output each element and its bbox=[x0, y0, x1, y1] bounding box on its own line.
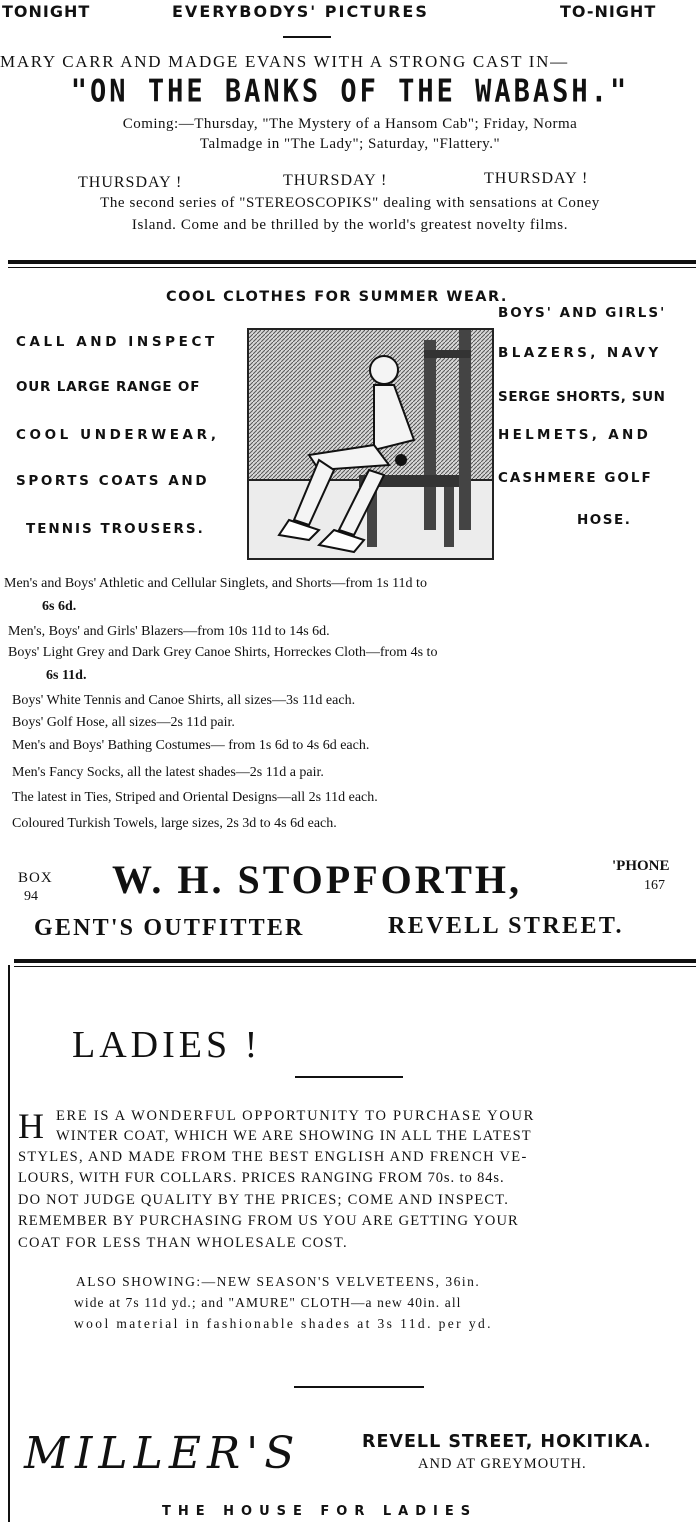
divider bbox=[295, 1076, 403, 1078]
ladies-heading: LADIES ! bbox=[72, 1024, 262, 1066]
right-line-2: BLAZERS, NAVY bbox=[498, 345, 662, 361]
column-rule bbox=[8, 965, 10, 1522]
series-line-1: The second series of "STEREOSCOPIKS" dealing with sensations at Coney bbox=[100, 195, 600, 211]
box-number: 94 bbox=[24, 889, 38, 904]
right-line-3: SERGE SHORTS, SUN bbox=[498, 389, 666, 405]
also-line-2: wide at 7s 11d yd.; and "AMURE" CLOTH—a new 40in. all bbox=[74, 1295, 462, 1310]
right-line-6: HOSE. bbox=[577, 512, 632, 528]
drop-cap: H bbox=[18, 1106, 44, 1146]
millers-address-2: AND AT GREYMOUTH. bbox=[418, 1456, 587, 1472]
list-item: Boys' White Tennis and Canoe Shirts, all sizes—3s 11d each. bbox=[12, 693, 356, 708]
list-item: Men's and Boys' Bathing Costumes— from 1s 6d to 4s 6d each. bbox=[12, 738, 370, 753]
para-line-1: ERE IS A WONDERFUL OPPORTUNITY TO PURCHASE YOUR bbox=[56, 1108, 536, 1124]
pictures-title: EVERYBODYS' PICTURES bbox=[172, 2, 429, 21]
left-line-5: TENNIS TROUSERS. bbox=[26, 521, 205, 537]
para-line-6: REMEMBER BY PURCHASING FROM US YOU ARE GETTING YOUR bbox=[18, 1213, 519, 1229]
list-item: Men's Fancy Socks, all the latest shades—2s 11d a pair. bbox=[12, 765, 324, 780]
section-rule bbox=[14, 959, 696, 963]
company-name: W. H. STOPFORTH, bbox=[112, 857, 523, 902]
list-item: Boys' Light Grey and Dark Grey Canoe Shirts, Horreckes Cloth—from 4s to bbox=[8, 645, 438, 660]
tonight-left: TONIGHT bbox=[2, 2, 91, 21]
para-line-3: STYLES, AND MADE FROM THE BEST ENGLISH AND FRENCH VE- bbox=[18, 1149, 528, 1165]
list-item: 6s 11d. bbox=[46, 668, 87, 683]
thursday-3: THURSDAY ! bbox=[484, 170, 589, 187]
left-line-1: CALL AND INSPECT bbox=[16, 334, 218, 350]
right-line-4: HELMETS, AND bbox=[498, 427, 652, 443]
section-rule bbox=[8, 267, 696, 268]
thursday-2: THURSDAY ! bbox=[283, 172, 388, 189]
also-line-3: wool material in fashionable shades at 3s 11d. per yd. bbox=[74, 1316, 493, 1331]
para-line-2: WINTER COAT, WHICH WE ARE SHOWING IN ALL THE LATEST bbox=[56, 1128, 532, 1144]
list-item: Coloured Turkish Towels, large sizes, 2s 3d to 4s 6d each. bbox=[12, 816, 337, 831]
cast-line: MARY CARR AND MADGE EVANS WITH A STRONG CAST IN— bbox=[0, 52, 569, 71]
series-line-2: Island. Come and be thrilled by the world's greatest novelty films. bbox=[131, 217, 569, 233]
feature-title: "ON THE BANKS OF THE WABASH." bbox=[70, 73, 630, 110]
coming-line-1: Coming:—Thursday, "The Mystery of a Hansom Cab"; Friday, Norma bbox=[122, 116, 578, 132]
section-rule bbox=[8, 260, 696, 264]
millers-address-1: REVELL STREET, HOKITIKA. bbox=[362, 1432, 652, 1452]
para-line-4: LOURS, WITH FUR COLLARS. PRICES RANGING FROM 70s. to 84s. bbox=[18, 1170, 505, 1186]
illustration-seated-figure bbox=[247, 328, 494, 560]
coming-line-2: Talmadge in "The Lady"; Saturday, "Flattery." bbox=[199, 136, 501, 152]
thursday-1: THURSDAY ! bbox=[78, 174, 183, 191]
box-label: BOX bbox=[18, 870, 53, 886]
also-line-1: ALSO SHOWING:—NEW SEASON'S VELVETEENS, 36in. bbox=[76, 1274, 481, 1289]
millers-tagline: THE HOUSE FOR LADIES bbox=[162, 1504, 478, 1519]
address: REVELL STREET. bbox=[388, 913, 624, 939]
list-item: The latest in Ties, Striped and Oriental Designs—all 2s 11d each. bbox=[12, 790, 378, 805]
tonight-right: TO-NIGHT bbox=[560, 2, 657, 21]
list-item: 6s 6d. bbox=[42, 599, 77, 614]
left-line-2: OUR LARGE RANGE OF bbox=[16, 379, 201, 395]
phone-number: 167 bbox=[644, 878, 665, 893]
list-item: Boys' Golf Hose, all sizes—2s 11d pair. bbox=[12, 715, 235, 730]
divider bbox=[294, 1386, 424, 1388]
list-item: Men's and Boys' Athletic and Cellular Singlets, and Shorts—from 1s 11d to bbox=[4, 576, 427, 591]
section-rule bbox=[14, 966, 696, 967]
trade: GENT'S OUTFITTER bbox=[34, 915, 305, 941]
headline: COOL CLOTHES FOR SUMMER WEAR. bbox=[166, 289, 508, 305]
left-line-3: COOL UNDERWEAR, bbox=[16, 427, 220, 443]
divider bbox=[283, 36, 331, 38]
para-line-7: COAT FOR LESS THAN WHOLESALE COST. bbox=[18, 1235, 348, 1251]
phone-label: 'PHONE bbox=[612, 858, 670, 874]
millers-name: MILLER'S bbox=[24, 1428, 301, 1479]
para-line-5: DO NOT JUDGE QUALITY BY THE PRICES; COME AND INSPECT. bbox=[18, 1192, 510, 1208]
right-line-5: CASHMERE GOLF bbox=[498, 470, 653, 486]
left-line-4: SPORTS COATS AND bbox=[16, 473, 210, 489]
list-item: Men's, Boys' and Girls' Blazers—from 10s 11d to 14s 6d. bbox=[8, 624, 330, 639]
right-line-1: BOYS' AND GIRLS' bbox=[498, 305, 667, 321]
